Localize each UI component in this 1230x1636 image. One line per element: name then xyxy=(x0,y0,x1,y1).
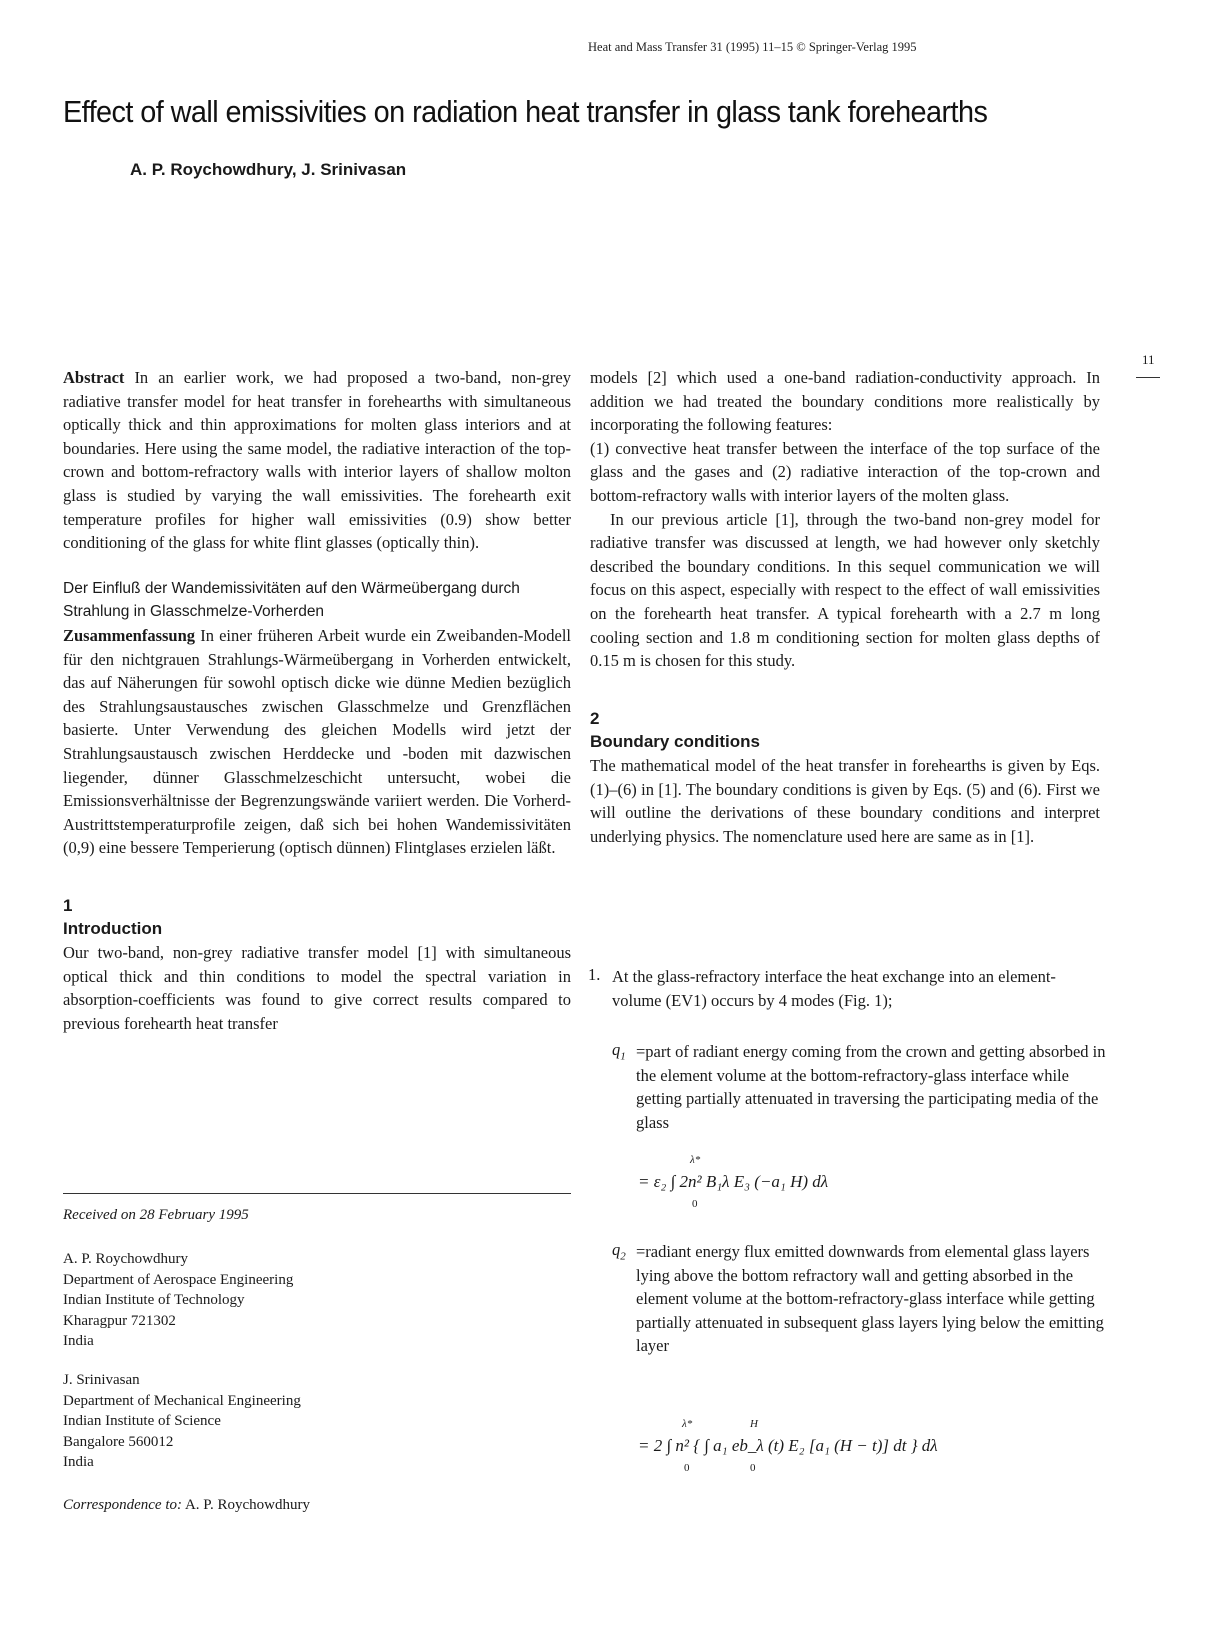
right-column xyxy=(590,366,1100,848)
q2-label: $q_2$ xyxy=(612,1240,626,1263)
q1-text: =part of radiant energy coming from the crown and getting absorbed in the element volume at the bottom-refractory-glass interface while getting partially attenuated in traversing the participating media of the glass xyxy=(636,1042,1106,1132)
affiliation-line: Indian Institute of Science xyxy=(63,1413,221,1429)
eq2-body: = 2 ∫ n² { ∫ a₁ eb_λ (t) E₂ [a₁ (H − t)] dt } dλ xyxy=(638,1436,938,1455)
german-abstract-label: Zusammenfassung xyxy=(63,625,196,645)
list-item-number: 1. xyxy=(588,965,601,984)
correspondence-name: A. P. Roychowdhury xyxy=(184,1497,310,1513)
equation-q1 xyxy=(638,1154,829,1210)
page-number-rule xyxy=(1136,377,1160,378)
equation-q2 xyxy=(638,1418,938,1474)
received-date: Received on 28 February 1995 xyxy=(63,1207,249,1223)
intro-continued: models [2] which used a one-band radiation-conductivity approach. In addition we had treated the boundary conditions more realistically by incorporating the following features: xyxy=(590,368,1100,435)
eq1-body: = ε₂ ∫ 2n² B₁λ E₃ (−a₁ H) dλ xyxy=(638,1172,829,1191)
affiliation-line: Kharagpur 721302 xyxy=(63,1312,176,1329)
german-abstract xyxy=(63,624,571,860)
eq2-upper-limit-outer: λ* xyxy=(682,1418,693,1430)
affiliation-line: J. Srinivasan xyxy=(63,1372,140,1388)
paper-authors: A. P. Roychowdhury, J. Srinivasan xyxy=(130,160,407,179)
correspondence xyxy=(63,1495,310,1516)
author-2-affiliation xyxy=(63,1370,301,1473)
paper-title: Effect of wall emissivities on radiation heat transfer in glass tank forehearths xyxy=(63,94,988,129)
abstract-label: Abstract xyxy=(63,368,125,387)
section-1-text: Our two-band, non-grey radiative transfer model [1] with simultaneous optical thick and thin conditions to model the spectral variation in absorption-coefficients was found to give correct results compared to previous forehearth heat transfer xyxy=(63,943,571,1033)
affiliation-line: Department of Mechanical Engineering xyxy=(63,1392,301,1409)
affiliation-line: Department of Aerospace Engineering xyxy=(63,1271,294,1288)
correspondence-label: Correspondence to: xyxy=(63,1497,183,1513)
abstract xyxy=(63,366,571,555)
affiliation-line: India xyxy=(63,1333,94,1349)
eq2-lower-limit-outer: 0 xyxy=(684,1462,690,1474)
section-2-number: 2 xyxy=(590,708,600,728)
journal-citation: Heat and Mass Transfer 31 (1995) 11–15 © Springer-Verlag 1995 xyxy=(588,40,917,54)
page-number: 11 xyxy=(1142,352,1155,367)
eq1-upper-limit: λ* xyxy=(690,1154,701,1166)
q2-text: =radiant energy flux emitted downwards from elemental glass layers lying above the bottom refractory wall and getting absorbed in the element volume at the bottom-refractory-glass interface while getting partially attenuated in subsequent glass layers lying below the emitting layer xyxy=(636,1242,1104,1356)
section-1-number: 1 xyxy=(63,895,73,915)
eq2-upper-limit-inner: H xyxy=(750,1418,758,1430)
intro-paragraph-2: In our previous article [1], through the two-band non-grey model for radiative transfer was discussed at length, we had however only sketchly described the boundary conditions. In this sequel communication we will focus on this aspect, especially with respect to the effect of wall emissivities on the forehearth heat transfer. A typical forehearth with a 2.7 m long cooling section and 1.8 m conditioning section for molten glass depths of 0.15 m is chosen for this study. xyxy=(590,509,1100,671)
list-item-1: At the glass-refractory interface the heat exchange into an element-volume (EV1) occurs by 4 modes (Fig. 1); xyxy=(612,967,1056,1010)
eq2-lower-limit-inner: 0 xyxy=(750,1462,756,1474)
german-abstract-text: In einer früheren Arbeit wurde ein Zweibanden-Modell für den nichtgrauen Strahlungs-Wärmeübergang in Vorherden entwickelt, das auf Näherungen für sowohl optisch dicke wie dünne Medien bezüglich des Strahlungsaustausches zwischen Glasschmelze und Grenzflächen basierte. Unter Verwendung des gleichen Modells wird jetzt der Strahlungsaustausch zwischen Herddecke und -boden mit dazwischen liegender, dünner Glasschmelzeschicht untersucht, wobei die Emissionsverhältnisse der Begrenzungswände variiert werden. Die Vorherd-Austrittstemperaturprofile zeigen, daß sich bei hohen Wandemissivitäten (0,9) eine bessere Temperierung (optisch dünnen) Flintglases erzielen läßt. xyxy=(63,625,572,858)
author-1-affiliation xyxy=(63,1249,293,1352)
section-1-title: Introduction xyxy=(63,919,163,939)
q1-definition xyxy=(636,1040,1106,1134)
german-title: Der Einfluß der Wandemissivitäten auf den Wärmeübergang durch Strahlung in Glasschmelze-Vorherden xyxy=(63,579,520,621)
footnote-rule xyxy=(63,1193,571,1194)
affiliation-line: Bangalore 560012 xyxy=(63,1433,174,1450)
section-2-title: Boundary conditions xyxy=(590,732,760,752)
q2-definition xyxy=(636,1240,1106,1358)
left-column xyxy=(63,366,571,1035)
intro-features: (1) convective heat transfer between the interface of the top surface of the glass and the gases and (2) radiative interaction of the top-crown and bottom-refractory walls with interior layers of the molten glass. xyxy=(590,438,1100,505)
q1-label: $q_1$ xyxy=(612,1040,626,1063)
eq1-lower-limit: 0 xyxy=(692,1198,698,1210)
abstract-text: In an earlier work, we had proposed a two-band, non-grey radiative transfer model for heat transfer in forehearths with simultaneous optically thick and thin approximations for molten glass interiors and at boundaries. Here using the same model, the radiative interaction of the top-crown and bottom-refractory walls with interior layers of shallow molton glass is studied by varying the wall emissivities. The forehearth exit temperature profiles for higher wall emissivities (0.9) show better conditioning of the glass for white flint glasses (optically thin). xyxy=(63,368,571,553)
affiliation-line: A. P. Roychowdhury xyxy=(63,1251,189,1267)
affiliation-line: India xyxy=(63,1454,94,1470)
section-2-text: The mathematical model of the heat transfer in forehearths is given by Eqs. (1)–(6) in [1]. The boundary conditions is given by Eqs. (5) and (6). First we will outline the derivations of these boundary conditions and interpret underlying physics. The nomenclature used here are same as in [1]. xyxy=(590,755,1100,846)
affiliation-line: Indian Institute of Technology xyxy=(63,1292,245,1308)
